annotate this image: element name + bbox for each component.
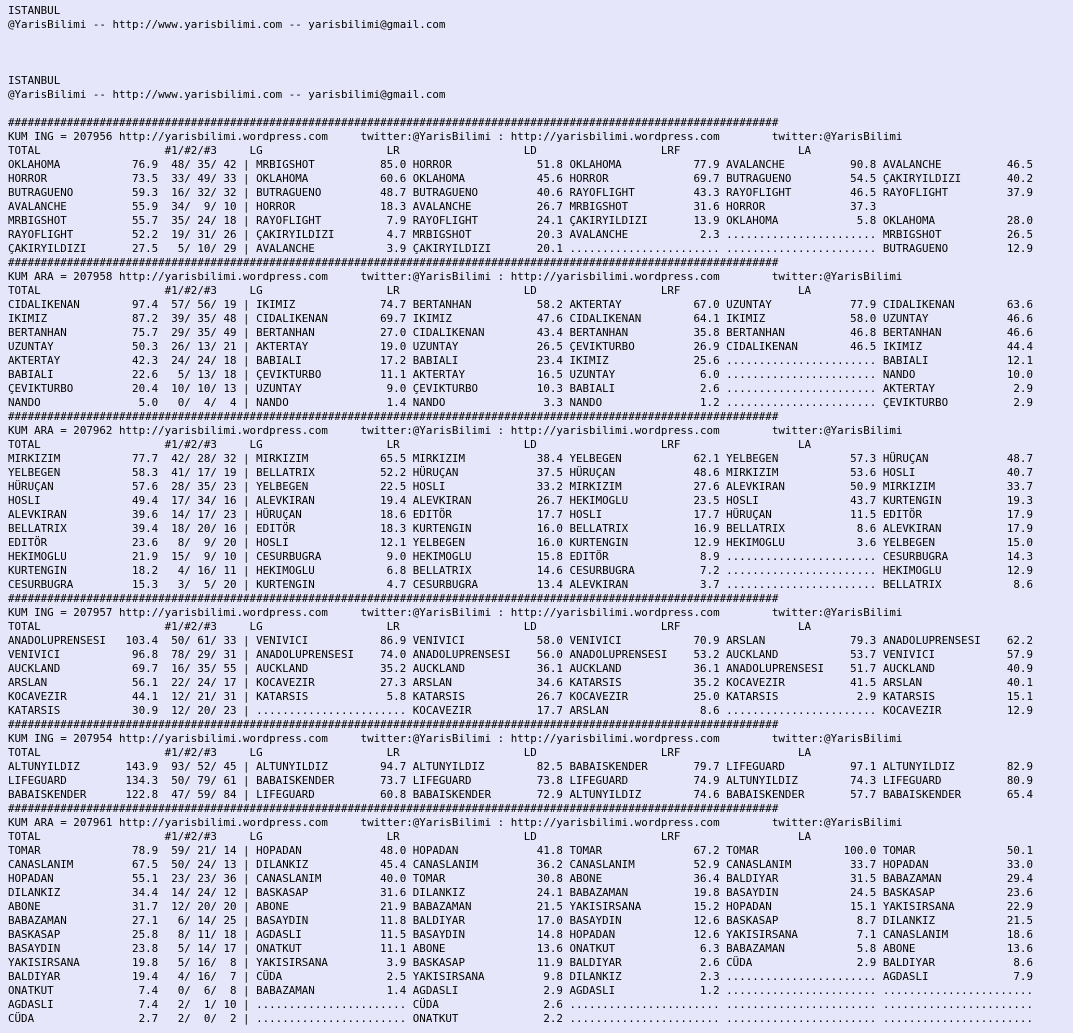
race-row: AVALANCHE 55.9 34/ 9/ 10 | HORROR 18.3 AVALANCHE 26.7 MRBIGSHOT 31.6 HORROR 37.3 xyxy=(8,200,877,213)
blank-line xyxy=(8,46,1073,60)
race-row: MIRKIZIM 77.7 42/ 28/ 32 | MIRKIZIM 65.5 MIRKIZIM 38.4 YELBEGEN 62.1 YELBEGEN 57.3 HÜRUÇAN 48.7 xyxy=(8,452,1033,465)
contact-line: @YarisBilimi -- http://www.yarisbilimi.com -- yarisbilimi@gmail.com xyxy=(8,88,446,101)
blank-line xyxy=(8,60,1073,74)
race-row: BASKASAP 25.8 8/ 11/ 18 | AGDASLI 11.5 BASAYDIN 14.8 HOPADAN 12.6 YAKISIRSANA 7.1 CANASLANIM 18.6 xyxy=(8,928,1033,941)
race-row: YAKISIRSANA 19.8 5/ 16/ 8 | YAKISIRSANA 3.9 BASKASAP 11.9 BALDIYAR 2.6 CÜDA 2.9 BALDIYAR 8.6 xyxy=(8,956,1033,969)
race-row: HÜRUÇAN 57.6 28/ 35/ 23 | YELBEGEN 22.5 HOSLI 33.2 MIRKIZIM 27.6 ALEVKIRAN 50.9 MIRKIZIM 33.7 xyxy=(8,480,1033,493)
race-row: HORROR 73.5 33/ 49/ 33 | OKLAHOMA 60.6 OKLAHOMA 45.6 HORROR 69.7 BUTRAGUENO 54.5 ÇAKIRYILDIZI 40.2 xyxy=(8,172,1033,185)
column-headers: TOTAL #1/#2/#3 LG LR LD LRF LA xyxy=(8,746,812,759)
race-row: BASAYDIN 23.8 5/ 14/ 17 | ONATKUT 11.1 ABONE 13.6 ONATKUT 6.3 BABAZAMAN 5.8 ABONE 13.6 xyxy=(8,942,1033,955)
race-title: KUM ARA = 207958 http://yarisbilimi.wordpress.com twitter:@YarisBilimi : http://yarisbilimi.wordpress.com twitter:@YarisBilimi xyxy=(8,270,903,283)
race-row: KOCAVEZIR 44.1 12/ 21/ 31 | KATARSIS 5.8 KATARSIS 26.7 KOCAVEZIR 25.0 KATARSIS 2.9 KATARSIS 15.1 xyxy=(8,690,1033,703)
race-row: ANADOLUPRENSESI 103.4 50/ 61/ 33 | VENIVICI 86.9 VENIVICI 58.0 VENIVICI 70.9 ARSLAN 79.3 ANADOLUPRENSESI 62.2 xyxy=(8,634,1033,647)
separator-line: ###################################################################################################################### xyxy=(8,718,779,731)
race-row: CANASLANIM 67.5 50/ 24/ 13 | DILANKIZ 45.4 CANASLANIM 36.2 CANASLANIM 52.9 CANASLANIM 33.7 HOPADAN 33.0 xyxy=(8,858,1033,871)
race-row: BABIALI 22.6 5/ 13/ 18 | ÇEVIKTURBO 11.1 AKTERTAY 16.5 UZUNTAY 6.0 ....................... NANDO 10.0 xyxy=(8,368,1033,381)
race-row: ALEVKIRAN 39.6 14/ 17/ 23 | HÜRUÇAN 18.6 EDITÖR 17.7 HOSLI 17.7 HÜRUÇAN 11.5 EDITÖR 17.9 xyxy=(8,508,1033,521)
separator-line: ###################################################################################################################### xyxy=(8,592,779,605)
race-row: CIDALIKENAN 97.4 57/ 56/ 19 | IKIMIZ 74.7 BERTANHAN 58.2 AKTERTAY 67.0 UZUNTAY 77.9 CIDALIKENAN 63.6 xyxy=(8,298,1033,311)
race-row: CÜDA 2.7 2/ 0/ 2 | ....................... ONATKUT 2.2 ....................... ....................... ....................... xyxy=(8,1012,1033,1025)
race-row: IKIMIZ 87.2 39/ 35/ 48 | CIDALIKENAN 69.7 IKIMIZ 47.6 CIDALIKENAN 64.1 IKIMIZ 58.0 UZUNTAY 46.6 xyxy=(8,312,1033,325)
city-title: ISTANBUL xyxy=(8,4,61,17)
race-row: HOPADAN 55.1 23/ 23/ 36 | CANASLANIM 40.0 TOMAR 30.8 ABONE 36.4 BALDIYAR 31.5 BABAZAMAN 29.4 xyxy=(8,872,1033,885)
race-row: AKTERTAY 42.3 24/ 24/ 18 | BABIALI 17.2 BABIALI 23.4 IKIMIZ 25.6 ....................... BABIALI 12.1 xyxy=(8,354,1033,367)
race-row: UZUNTAY 50.3 26/ 13/ 21 | AKTERTAY 19.0 UZUNTAY 26.5 ÇEVIKTURBO 26.9 CIDALIKENAN 46.5 IKIMIZ 44.4 xyxy=(8,340,1033,353)
race-row: BERTANHAN 75.7 29/ 35/ 49 | BERTANHAN 27.0 CIDALIKENAN 43.4 BERTANHAN 35.8 BERTANHAN 46.8 BERTANHAN 46.6 xyxy=(8,326,1033,339)
column-headers: TOTAL #1/#2/#3 LG LR LD LRF LA xyxy=(8,620,812,633)
race-row: ONATKUT 7.4 0/ 6/ 8 | BABAZAMAN 1.4 AGDASLI 2.9 AGDASLI 1.2 ....................... ....................... xyxy=(8,984,1033,997)
race-row: KURTENGIN 18.2 4/ 16/ 11 | HEKIMOGLU 6.8 BELLATRIX 14.6 CESURBUGRA 7.2 ....................... HEKIMOGLU 12.9 xyxy=(8,564,1033,577)
race-row: CESURBUGRA 15.3 3/ 5/ 20 | KURTENGIN 4.7 CESURBUGRA 13.4 ALEVKIRAN 3.7 ....................... BELLATRIX 8.6 xyxy=(8,578,1033,591)
race-row: KATARSIS 30.9 12/ 20/ 23 | ....................... KOCAVEZIR 17.7 ARSLAN 8.6 ....................... KOCAVEZIR 12.9 xyxy=(8,704,1033,717)
race-row: NANDO 5.0 0/ 4/ 4 | NANDO 1.4 NANDO 3.3 NANDO 1.2 ....................... ÇEVIKTURBO 2.9 xyxy=(8,396,1033,409)
race-row: ALTUNYILDIZ 143.9 93/ 52/ 45 | ALTUNYILDIZ 94.7 ALTUNYILDIZ 82.5 BABAISKENDER 79.7 LIFEGUARD 97.1 ALTUNYILDIZ 82.9 xyxy=(8,760,1033,773)
race-row: HEKIMOGLU 21.9 15/ 9/ 10 | CESURBUGRA 9.0 HEKIMOGLU 15.8 EDITÖR 8.9 ....................... CESURBUGRA 14.3 xyxy=(8,550,1033,563)
race-row: VENIVICI 96.8 78/ 29/ 31 | ANADOLUPRENSESI 74.0 ANADOLUPRENSESI 56.0 ANADOLUPRENSESI 53.2 AUCKLAND 53.7 VENIVICI 57.9 xyxy=(8,648,1033,661)
column-headers: TOTAL #1/#2/#3 LG LR LD LRF LA xyxy=(8,438,812,451)
city-title: ISTANBUL xyxy=(8,74,61,87)
race-title: KUM ARA = 207961 http://yarisbilimi.wordpress.com twitter:@YarisBilimi : http://yarisbilimi.wordpress.com twitter:@YarisBilimi xyxy=(8,816,903,829)
column-headers: TOTAL #1/#2/#3 LG LR LD LRF LA xyxy=(8,830,812,843)
separator-line: ###################################################################################################################### xyxy=(8,256,779,269)
race-row: BALDIYAR 19.4 4/ 16/ 7 | CÜDA 2.5 YAKISIRSANA 9.8 DILANKIZ 2.3 ....................... AGDASLI 7.9 xyxy=(8,970,1033,983)
race-row: DILANKIZ 34.4 14/ 24/ 12 | BASKASAP 31.6 DILANKIZ 24.1 BABAZAMAN 19.8 BASAYDIN 24.5 BASKASAP 23.6 xyxy=(8,886,1033,899)
separator-line: ###################################################################################################################### xyxy=(8,410,779,423)
race-row: LIFEGUARD 134.3 50/ 79/ 61 | BABAISKENDER 73.7 LIFEGUARD 73.8 LIFEGUARD 74.9 ALTUNYILDIZ 74.3 LIFEGUARD 80.9 xyxy=(8,774,1033,787)
blank-line xyxy=(8,32,1073,46)
race-row: ÇEVIKTURBO 20.4 10/ 10/ 13 | UZUNTAY 9.0 ÇEVIKTURBO 10.3 BABIALI 2.6 ....................... AKTERTAY 2.9 xyxy=(8,382,1033,395)
race-title: KUM ARA = 207962 http://yarisbilimi.wordpress.com twitter:@YarisBilimi : http://yarisbilimi.wordpress.com twitter:@YarisBilimi xyxy=(8,424,903,437)
separator-line: ###################################################################################################################### xyxy=(8,802,779,815)
race-row: BUTRAGUENO 59.3 16/ 32/ 32 | BUTRAGUENO 48.7 BUTRAGUENO 40.6 RAYOFLIGHT 43.3 RAYOFLIGHT 46.5 RAYOFLIGHT 37.9 xyxy=(8,186,1033,199)
race-row: AGDASLI 7.4 2/ 1/ 10 | ....................... CÜDA 2.6 ....................... ....................... ....................... xyxy=(8,998,1033,1011)
race-row: TOMAR 78.9 59/ 21/ 14 | HOPADAN 48.0 HOPADAN 41.8 TOMAR 67.2 TOMAR 100.0 TOMAR 50.1 xyxy=(8,844,1033,857)
race-row: BABAISKENDER 122.8 47/ 59/ 84 | LIFEGUARD 60.8 BABAISKENDER 72.9 ALTUNYILDIZ 74.6 BABAISKENDER 57.7 BABAISKENDER 65.4 xyxy=(8,788,1033,801)
race-row: MRBIGSHOT 55.7 35/ 24/ 18 | RAYOFLIGHT 7.9 RAYOFLIGHT 24.1 ÇAKIRYILDIZI 13.9 OKLAHOMA 5.8 OKLAHOMA 28.0 xyxy=(8,214,1033,227)
race-row: OKLAHOMA 76.9 48/ 35/ 42 | MRBIGSHOT 85.0 HORROR 51.8 OKLAHOMA 77.9 AVALANCHE 90.8 AVALANCHE 46.5 xyxy=(8,158,1033,171)
column-headers: TOTAL #1/#2/#3 LG LR LD LRF LA xyxy=(8,144,812,157)
column-headers: TOTAL #1/#2/#3 LG LR LD LRF LA xyxy=(8,284,812,297)
race-title: KUM ING = 207957 http://yarisbilimi.wordpress.com twitter:@YarisBilimi : http://yarisbilimi.wordpress.com twitter:@YarisBilimi xyxy=(8,606,903,619)
race-row: AUCKLAND 69.7 16/ 35/ 55 | AUCKLAND 35.2 AUCKLAND 36.1 AUCKLAND 36.1 ANADOLUPRENSESI 51.7 AUCKLAND 40.9 xyxy=(8,662,1033,675)
separator-line: ###################################################################################################################### xyxy=(8,116,779,129)
race-title: KUM ING = 207956 http://yarisbilimi.wordpress.com twitter:@YarisBilimi : http://yarisbilimi.wordpress.com twitter:@YarisBilimi xyxy=(8,130,903,143)
race-row: RAYOFLIGHT 52.2 19/ 31/ 26 | ÇAKIRYILDIZI 4.7 MRBIGSHOT 20.3 AVALANCHE 2.3 ....................... MRBIGSHOT 26.5 xyxy=(8,228,1033,241)
contact-line: @YarisBilimi -- http://www.yarisbilimi.com -- yarisbilimi@gmail.com xyxy=(8,18,446,31)
race-row: ÇAKIRYILDIZI 27.5 5/ 10/ 29 | AVALANCHE 3.9 ÇAKIRYILDIZI 20.1 ....................... ....................... BUTRAGUENO 12.9 xyxy=(8,242,1033,255)
race-row: HOSLI 49.4 17/ 34/ 16 | ALEVKIRAN 19.4 ALEVKIRAN 26.7 HEKIMOGLU 23.5 HOSLI 43.7 KURTENGIN 19.3 xyxy=(8,494,1033,507)
race-row: YELBEGEN 58.3 41/ 17/ 19 | BELLATRIX 52.2 HÜRUÇAN 37.5 HÜRUÇAN 48.6 MIRKIZIM 53.6 HOSLI 40.7 xyxy=(8,466,1033,479)
race-title: KUM ING = 207954 http://yarisbilimi.wordpress.com twitter:@YarisBilimi : http://yarisbilimi.wordpress.com twitter:@YarisBilimi xyxy=(8,732,903,745)
race-row: BABAZAMAN 27.1 6/ 14/ 25 | BASAYDIN 11.8 BALDIYAR 17.0 BASAYDIN 12.6 BASKASAP 8.7 DILANKIZ 21.5 xyxy=(8,914,1033,927)
blank-line xyxy=(8,102,1073,116)
race-row: BELLATRIX 39.4 18/ 20/ 16 | EDITÖR 18.3 KURTENGIN 16.0 BELLATRIX 16.9 BELLATRIX 8.6 ALEVKIRAN 17.9 xyxy=(8,522,1033,535)
race-row: ABONE 31.7 12/ 20/ 20 | ABONE 21.9 BABAZAMAN 21.5 YAKISIRSANA 15.2 HOPADAN 15.1 YAKISIRSANA 22.9 xyxy=(8,900,1033,913)
race-row: ARSLAN 56.1 22/ 24/ 17 | KOCAVEZIR 27.3 ARSLAN 34.6 KATARSIS 35.2 KOCAVEZIR 41.5 ARSLAN 40.1 xyxy=(8,676,1033,689)
race-row: EDITÖR 23.6 8/ 9/ 20 | HOSLI 12.1 YELBEGEN 16.0 KURTENGIN 12.9 HEKIMOGLU 3.6 YELBEGEN 15.0 xyxy=(8,536,1033,549)
